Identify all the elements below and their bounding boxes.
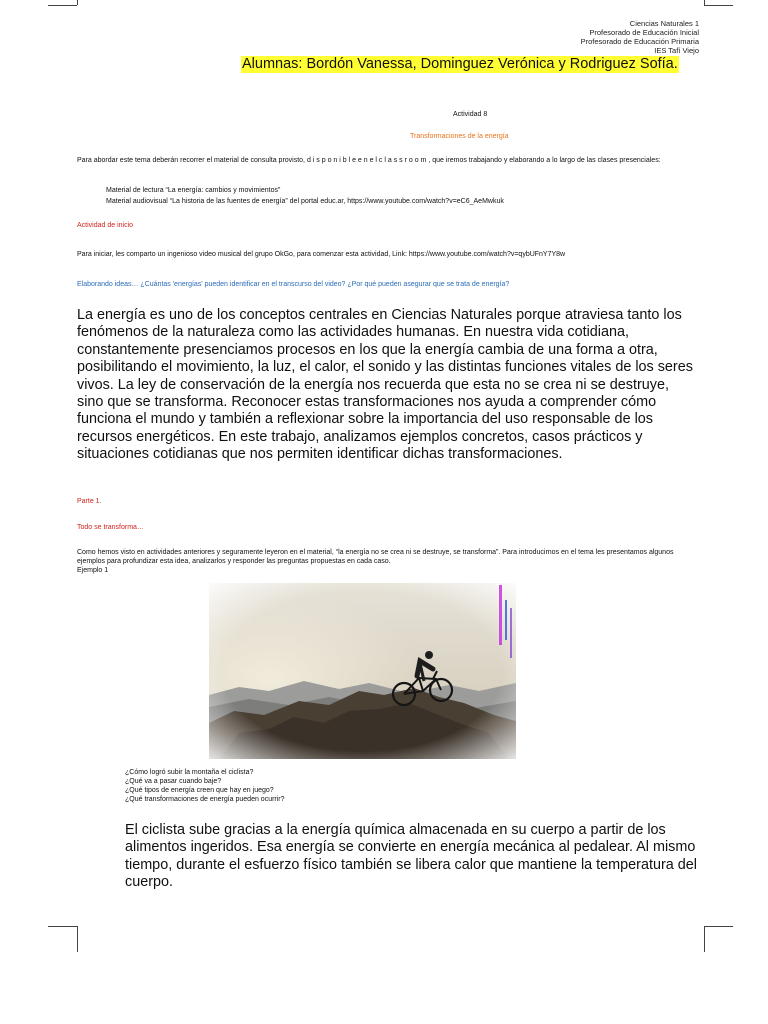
part1-intro: Como hemos visto en actividades anteriores y seguramente leyeron en el material, “la energía no se crea ni se destruye, se transforma”. Para introducirnos en el tema les presentamos algunos ejemplos para profundizar esta idea, analizarlos y responder las preguntas propuestas en cada caso.	[77, 549, 674, 565]
material-reading: Material de lectura “La energía: cambios y movimientos”	[106, 187, 281, 194]
ideas-prompt: Elaborando ideas… ¿Cuántas 'energías' pueden identificar en el transcurso del video? ¿Por qué pueden asegurar que se trata de energía?	[77, 281, 510, 288]
question-3: ¿Qué tipos de energía creen que hay en juego?	[125, 787, 274, 794]
crop-mark-bottom-right-h	[704, 926, 733, 927]
crop-mark-top-right-h	[704, 5, 733, 6]
example-label: Ejemplo 1	[77, 567, 109, 574]
header-line-institute: IES Tafí Viejo	[654, 46, 699, 55]
question-2: ¿Qué va a pasar cuando baje?	[125, 778, 222, 785]
scan-artifact	[499, 585, 502, 645]
answer-paragraph	[77, 307, 699, 464]
header-line-initial: Profesorado de Educación Inicial	[589, 28, 699, 37]
crop-mark-top-left	[77, 0, 78, 5]
header-line-primary: Profesorado de Educación Primaria	[580, 37, 699, 46]
start-heading: Actividad de inicio	[77, 222, 134, 229]
activity-title: Transformaciones de la energía	[410, 133, 509, 140]
cyclist-photo-illustration	[209, 583, 516, 759]
answer-paragraph-text: La energía es uno de los conceptos centrales en Ciencias Naturales porque atraviesa tanto los fenómenos de la naturaleza como las actividades humanas. En nuestra vida cotidiana, constantemente presenciamos procesos en los que la energía cambia de una forma a otra, posibilitando el movimiento, la luz, el calor, el sonido y las distintas funciones vitales de los seres vivos. La ley de conservación de la energía nos recuerda que esta no se crea ni se destruye, sino que se transforma. Reconocer estas transformaciones nos ayuda a comprender cómo funciona el mundo y también a reflexionar sobre la importancia del uso responsable de los recursos energéticos. En este trabajo, analizamos ejemplos concretos, casos prácticos y situaciones cotidianas que nos permiten identificar dichas transformaciones.	[77, 307, 693, 463]
start-text: Para iniciar, les comparto un ingenioso video musical del grupo OkGo, para comenzar esta actividad, Link: https://www.youtube.com/watch?v=qybUFnY7Y8w	[77, 251, 566, 258]
part1-answer	[125, 822, 700, 892]
students-names: Alumnas: Bordón Vanessa, Dominguez Verónica y Rodriguez Sofía.	[242, 56, 678, 72]
scan-artifact	[510, 608, 512, 658]
cyclist-photo	[209, 583, 516, 759]
crop-mark-bottom-left	[77, 926, 78, 952]
part1-answer-text: El ciclista sube gracias a la energía química almacenada en su cuerpo a partir de los alimentos ingeridos. Esa energía se convierte en energía mecánica al pedalear. Al mismo tiempo, durante el esfuerzo físico también se libera calor que mantiene la temperatura del cuerpo.	[125, 822, 697, 891]
question-4: ¿Qué transformaciones de energía pueden ocurrir?	[125, 796, 285, 803]
part1-heading: Parte 1.	[77, 498, 102, 505]
crop-mark-bottom-right	[704, 926, 705, 952]
scan-artifact	[505, 600, 507, 640]
part1-subheading: Todo se transforma…	[77, 524, 144, 531]
header-line-subject: Ciencias Naturales 1	[629, 19, 699, 28]
crop-mark-top-left-h	[48, 5, 77, 6]
material-video: Material audiovisual “La historia de las fuentes de energía” del portal educ.ar, https://www.youtube.com/watch?v=eC6_AeMwkuk	[106, 198, 504, 205]
activity-number: Actividad 8	[453, 111, 488, 118]
activity-intro: Para abordar este tema deberán recorrer el material de consulta provisto, d i s p o n i b l e e n e l c l a s s r o o m , que iremos trabajando y elaborando a lo largo de las clases presenciales:	[77, 157, 661, 164]
crop-mark-bottom-left-h	[48, 926, 77, 927]
question-1: ¿Cómo logró subir la montaña el ciclista?	[125, 769, 254, 776]
